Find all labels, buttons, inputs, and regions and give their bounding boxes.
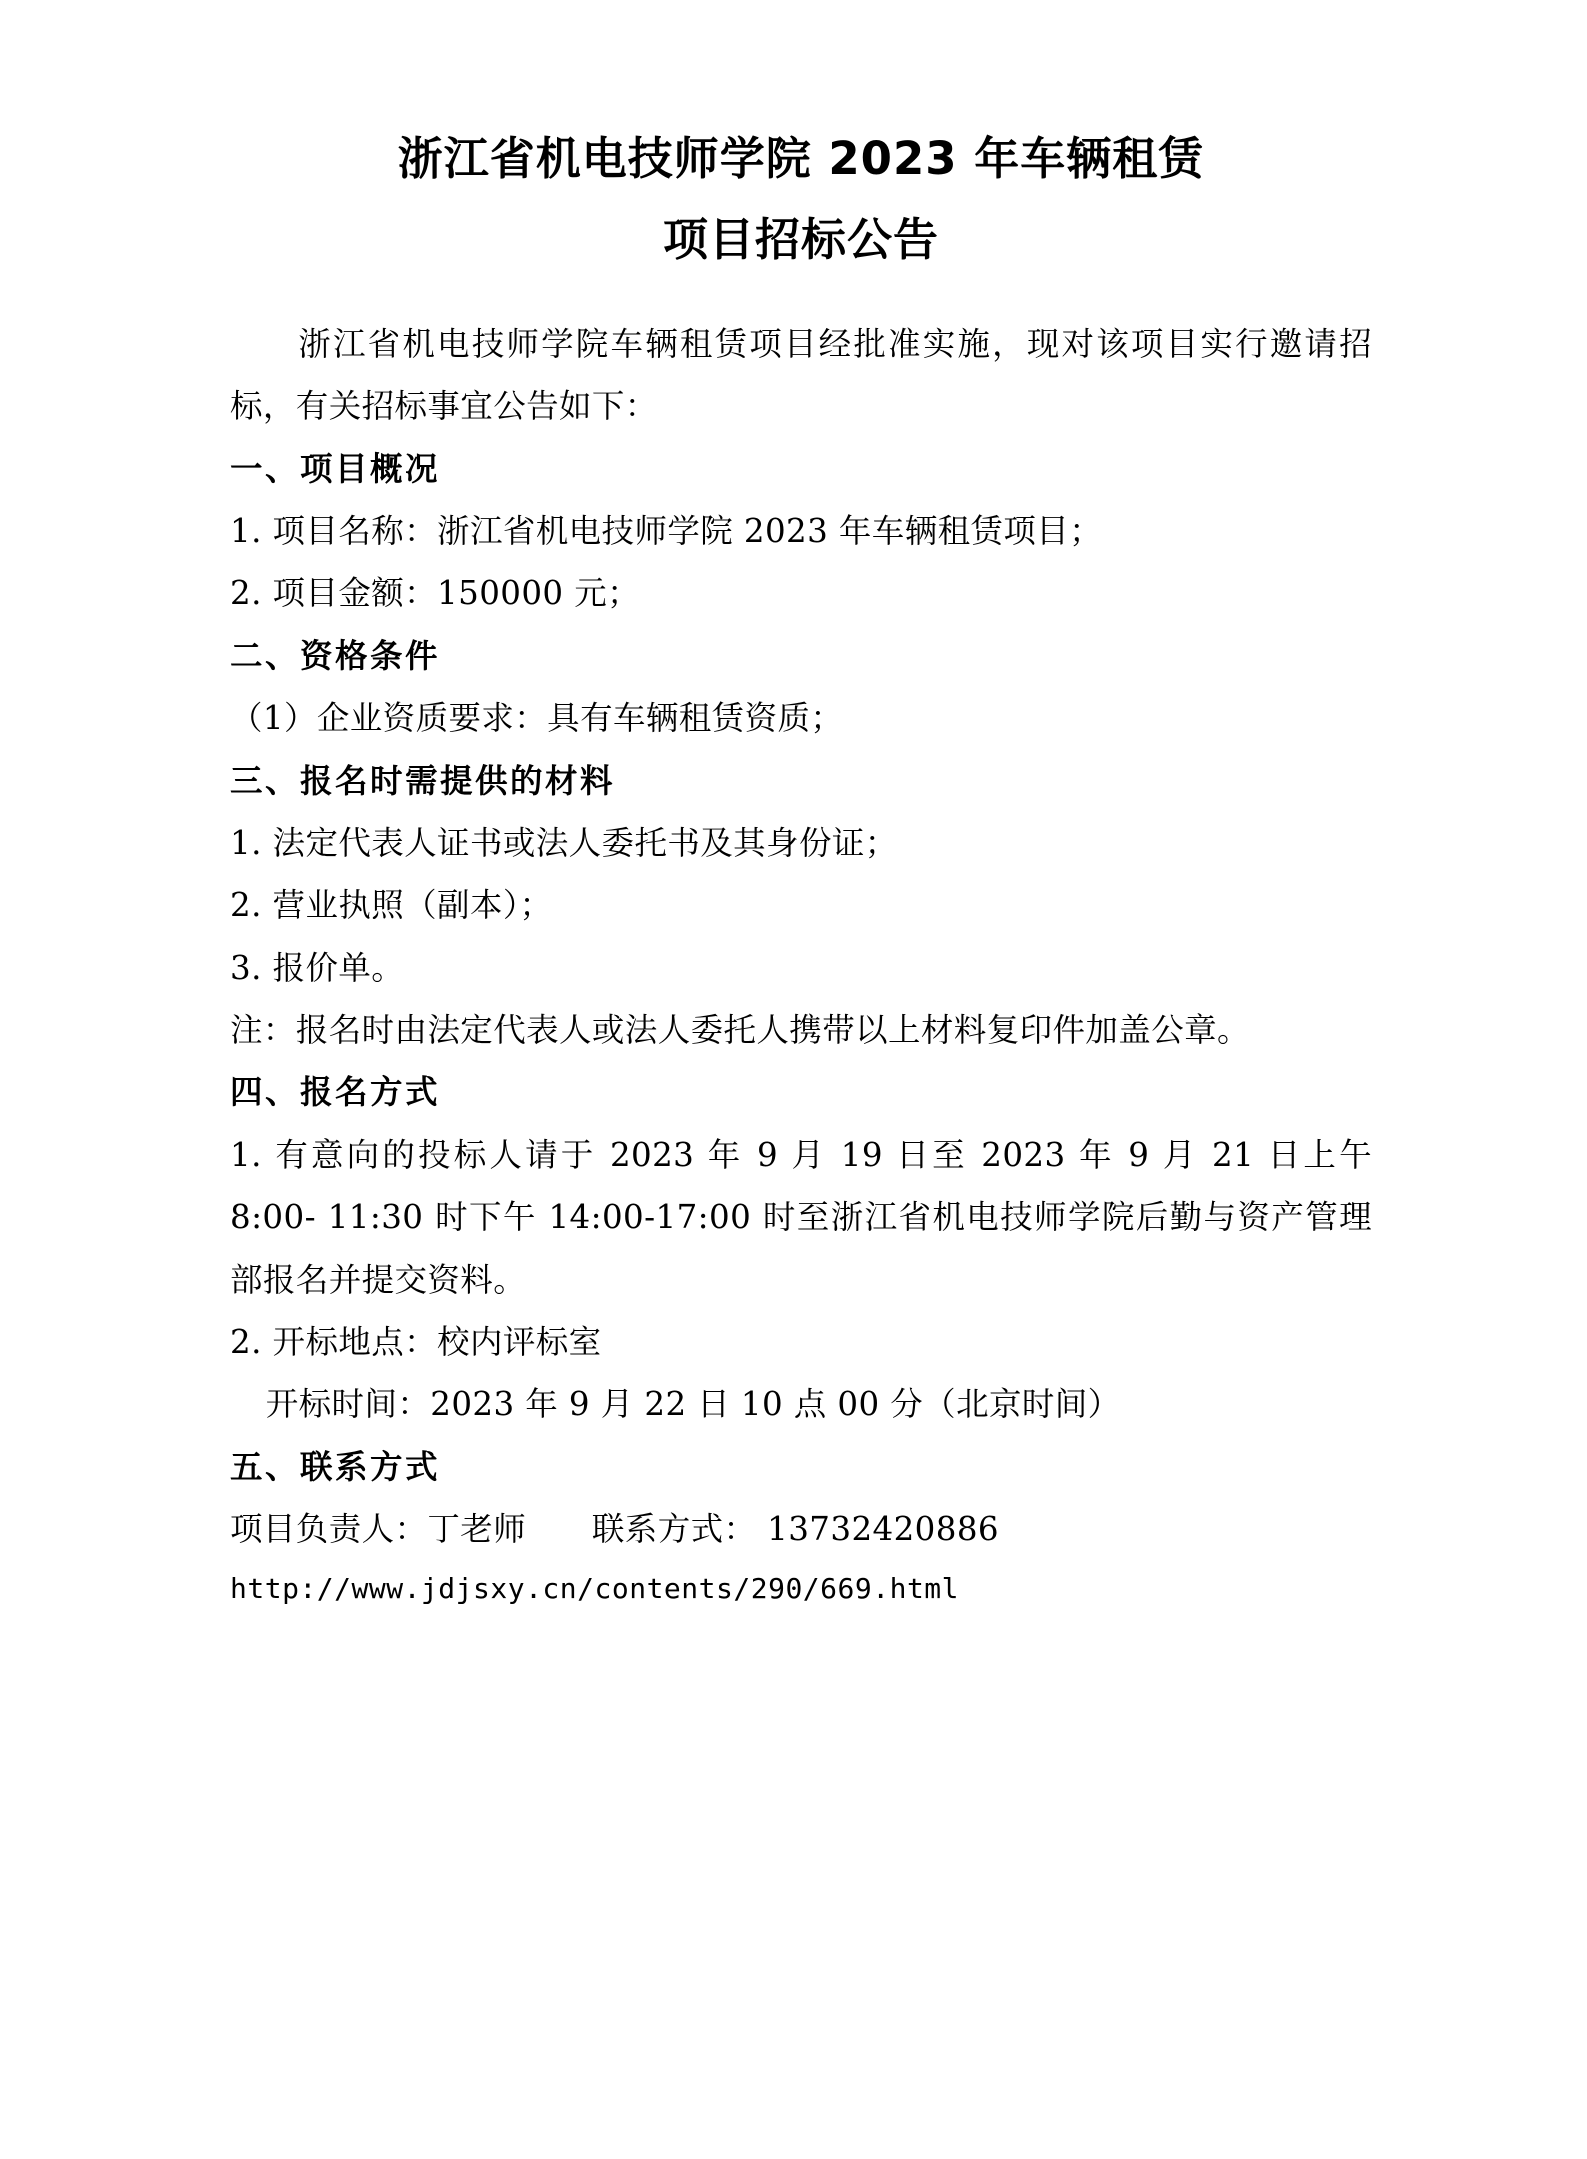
section-1-item-2: 2. 项目金额：150000 元； [230,574,641,613]
intro-paragraph: 浙江省机电技师学院车辆租赁项目经批准实施，现对该项目实行邀请招标，有关招标事宜公告如下： [230,324,1372,426]
section-3-item-2: 2. 营业执照（副本）； [230,886,553,925]
document-body [230,313,1372,1617]
source-url[interactable]: http://www.jdjsxy.cn/contents/290/669.html [230,1571,960,1605]
section-5-contact: 项目负责人：丁老师 联系方式： 13732420886 [230,1510,999,1549]
section-heading-4: 四、报名方式 [230,1073,441,1112]
section-4-item-1: 1. 有意向的投标人请于 2023 年 9 月 19 日至 2023 年 9 月 21 日上午 8:00- 11:30 时下午 14:00-17:00 时至浙江省机电技师学院后勤与资产管理部报名并提交资料。 [230,1135,1372,1299]
section-heading-3: 三、报名时需提供的材料 [230,761,616,800]
section-4-item-3: 开标时间：2023 年 9 月 22 日 10 点 00 分（北京时间） [265,1385,1121,1424]
section-4-item-2: 2. 开标地点：校内评标室 [230,1323,602,1362]
section-2-item-1: （1）企业资质要求：具有车辆租赁资质； [230,699,844,738]
section-3-item-3: 3. 报价单。 [230,948,405,987]
section-heading-2: 二、资格条件 [230,636,441,675]
section-heading-1: 一、项目概况 [230,449,441,488]
section-1-item-1: 1. 项目名称：浙江省机电技师学院 2023 年车辆租赁项目； [230,511,1103,550]
page-title-line-1: 浙江省机电技师学院 2023 年车辆租赁 [397,132,1205,185]
section-heading-5: 五、联系方式 [230,1447,441,1486]
section-3-note: 注：报名时由法定代表人或法人委托人携带以上材料复印件加盖公章。 [230,1011,1250,1050]
section-3-item-1: 1. 法定代表人证书或法人委托书及其身份证； [230,823,898,862]
page-title-line-2: 项目招标公告 [662,213,939,267]
